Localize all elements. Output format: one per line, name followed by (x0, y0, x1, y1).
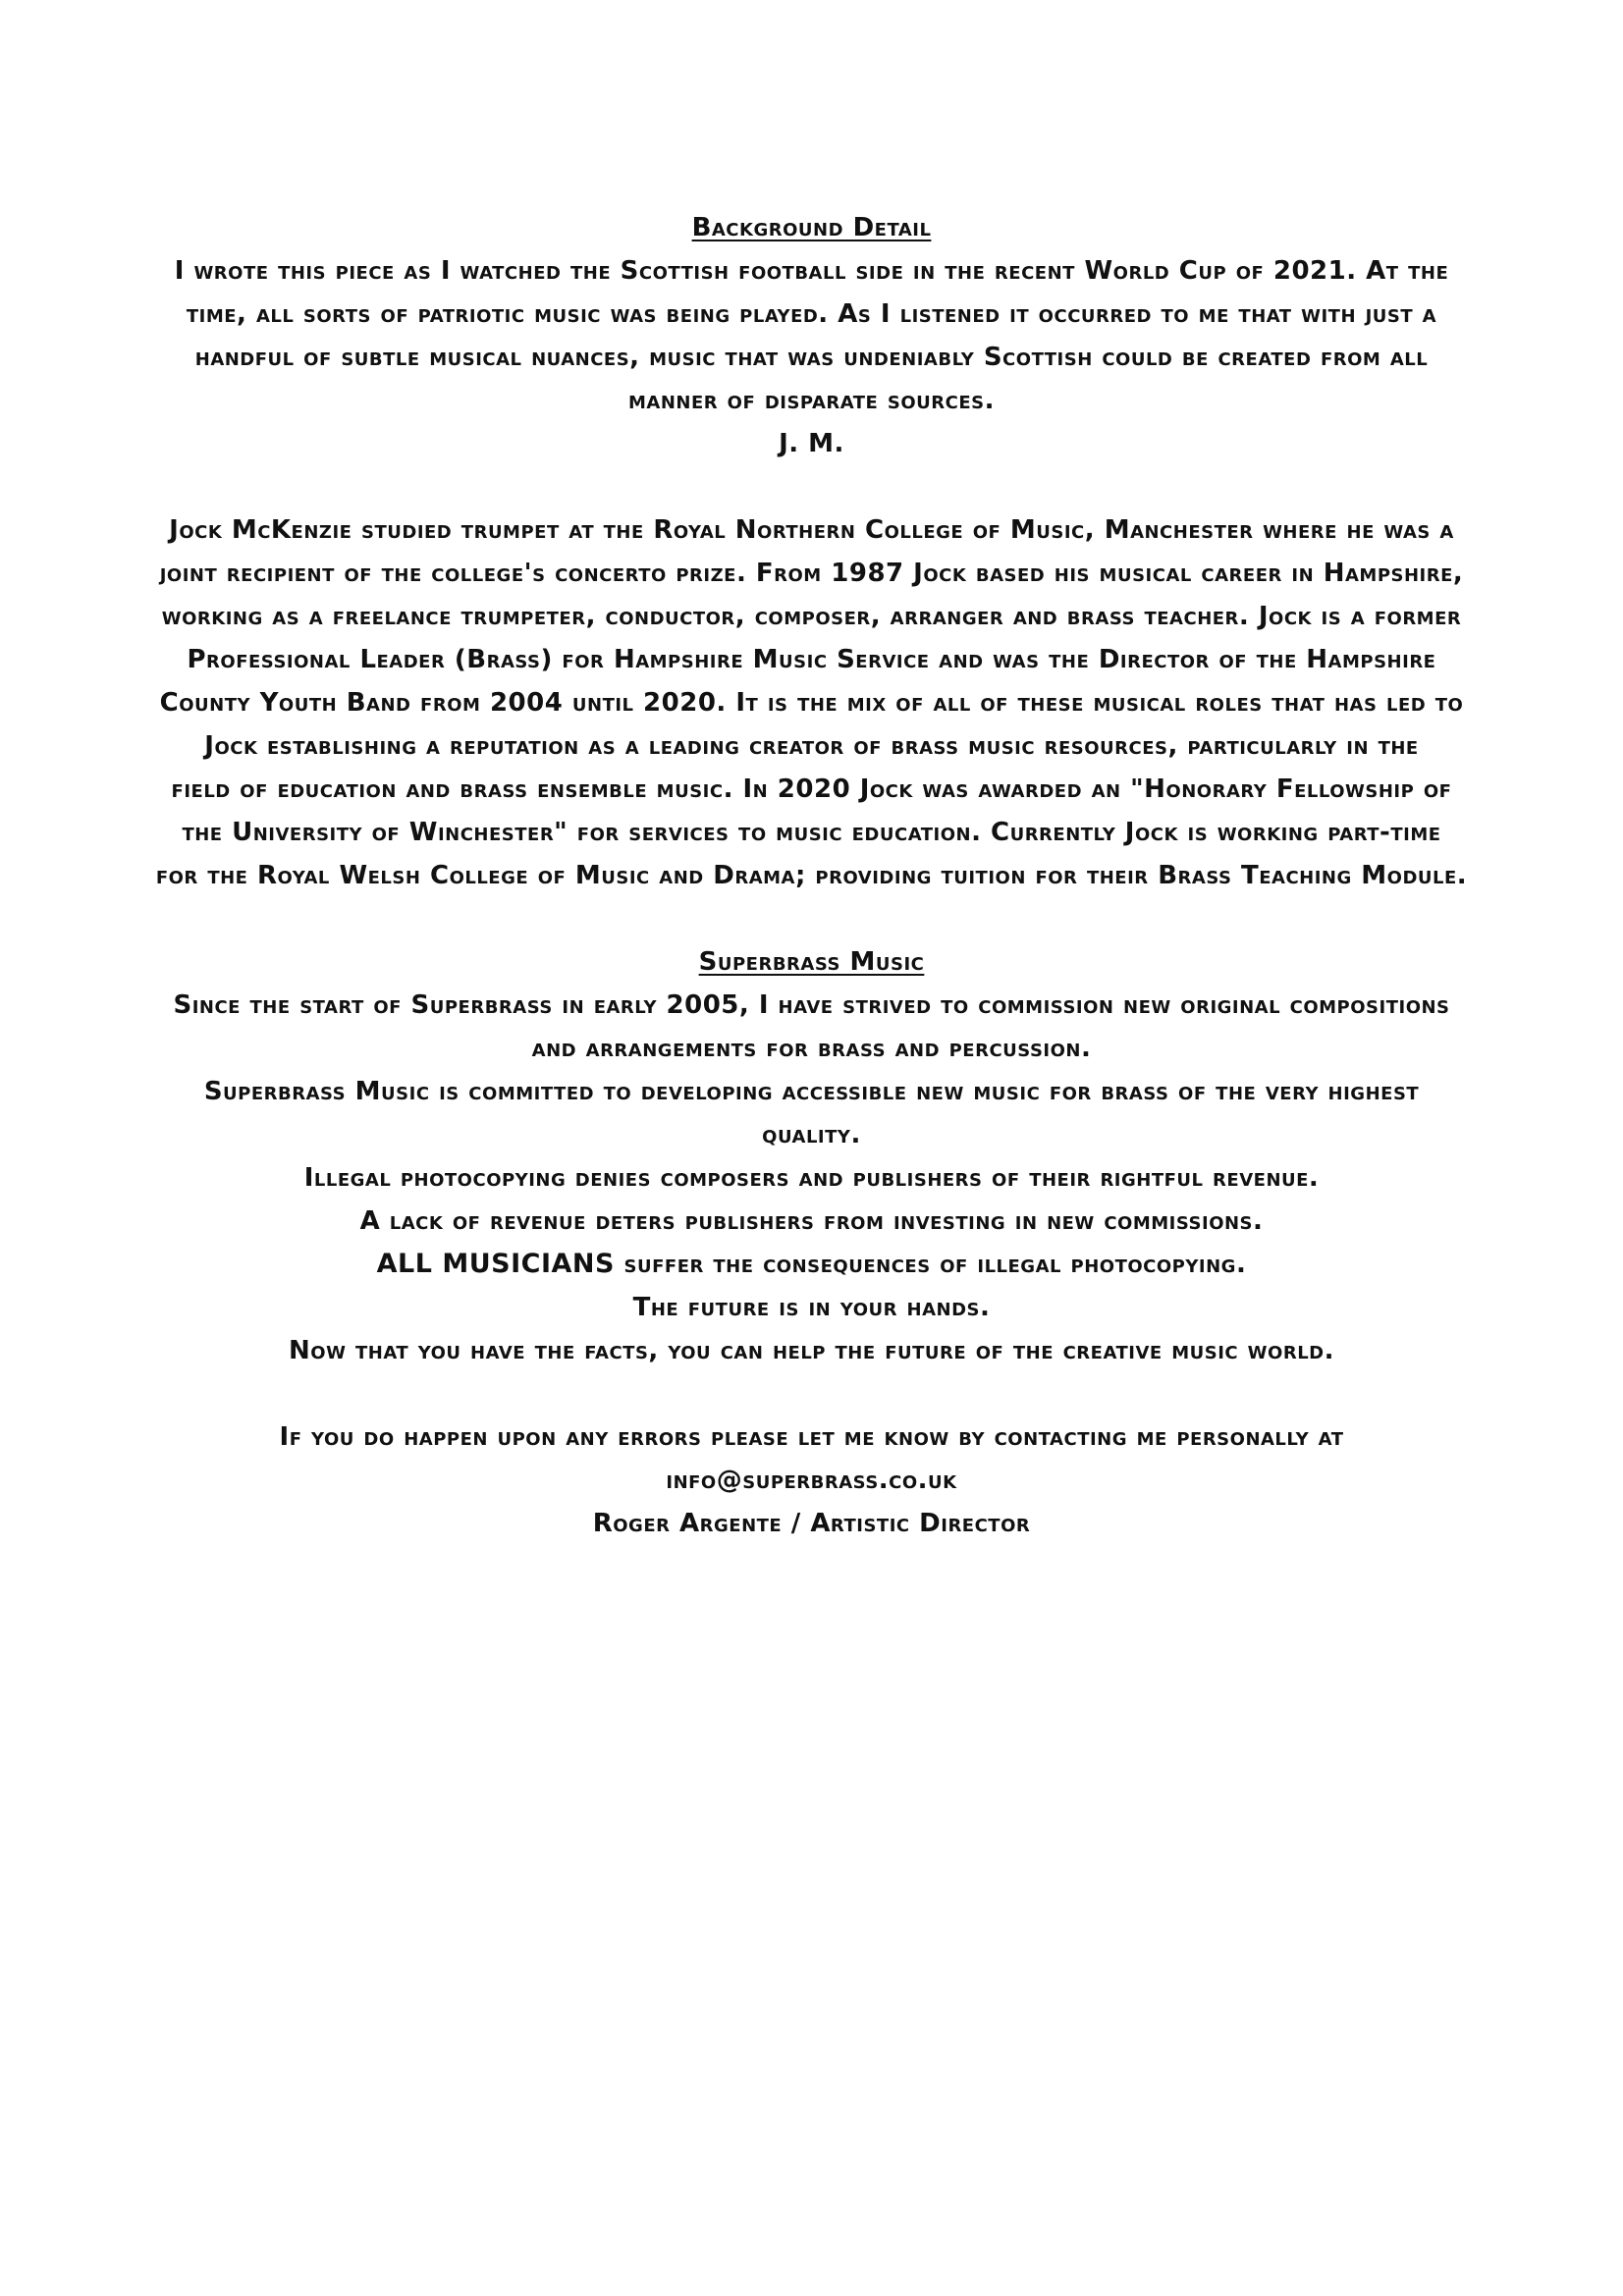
biography-line: field of education and brass ensemble music. In 2020 Jock was awarded an "Honorary Fellowship of (171, 774, 1452, 804)
biography-line: the University of Winchester" for services to music education. Currently Jock is working part-time (182, 818, 1441, 847)
superbrass-line: Since the start of Superbrass in early 2005, I have strived to commission new original compositions (173, 990, 1450, 1020)
musicians-emphasis: ALL MUSICIANS (376, 1249, 615, 1279)
spacer (147, 465, 1476, 508)
superbrass-line: and arrangements for brass and percussion. (531, 1034, 1092, 1063)
superbrass-line: Illegal photocopying denies composers and publishers of their rightful revenue. (303, 1163, 1320, 1193)
musicians-rest: suffer the consequences of illegal photocopying. (623, 1250, 1247, 1279)
superbrass-line: quality. (762, 1120, 861, 1149)
biography-line: working as a freelance trumpeter, conductor, composer, arranger and brass teacher. Jock is a former (161, 602, 1462, 631)
superbrass-heading: Superbrass Music (698, 947, 925, 977)
biography-line: Jock establishing a reputation as a leading creator of brass music resources, particularly in the (204, 731, 1419, 761)
background-line: I wrote this piece as I watched the Scottish football side in the recent World Cup of 2021. At the (174, 256, 1449, 286)
musicians-line (147, 1243, 1476, 1286)
superbrass-line: A lack of revenue deters publishers from investing in new commissions. (359, 1206, 1264, 1236)
author-initials: J. M. (779, 429, 844, 458)
biography-line: joint recipient of the college's concerto prize. From 1987 Jock based his musical career in Hampshire, (159, 559, 1464, 588)
background-line: handful of subtle musical nuances, music that was undeniably Scottish could be created from all (194, 343, 1429, 372)
background-line: manner of disparate sources. (627, 386, 995, 415)
superbrass-line: The future is in your hands. (632, 1293, 991, 1322)
spacer (147, 1372, 1476, 1415)
biography-line: for the Royal Welsh College of Music and Drama; providing tuition for their Brass Teaching Module. (155, 861, 1468, 890)
document-page (147, 206, 1476, 1545)
superbrass-line: Superbrass Music is committed to developing accessible new music for brass of the very highest (203, 1077, 1420, 1106)
contact-line: If you do happen upon any errors please let me know by contacting me personally at (279, 1422, 1344, 1452)
spacer (147, 897, 1476, 940)
biography-line: County Youth Band from 2004 until 2020. It is the mix of all of these musical roles that has led to (159, 688, 1464, 718)
background-line: time, all sorts of patriotic music was being played. As I listened it occurred to me that with just a (186, 299, 1437, 329)
contact-email: info@superbrass.co.uk (666, 1466, 957, 1495)
signature: Roger Argente / Artistic Director (592, 1509, 1031, 1538)
superbrass-line: Now that you have the facts, you can help the future of the creative music world. (289, 1336, 1334, 1365)
biography-line: Professional Leader (Brass) for Hampshire Music Service and was the Director of the Hampshire (187, 645, 1436, 674)
biography-line: Jock McKenzie studied trumpet at the Royal Northern College of Music, Manchester where he was a (169, 515, 1454, 545)
background-heading: Background Detail (691, 213, 932, 242)
